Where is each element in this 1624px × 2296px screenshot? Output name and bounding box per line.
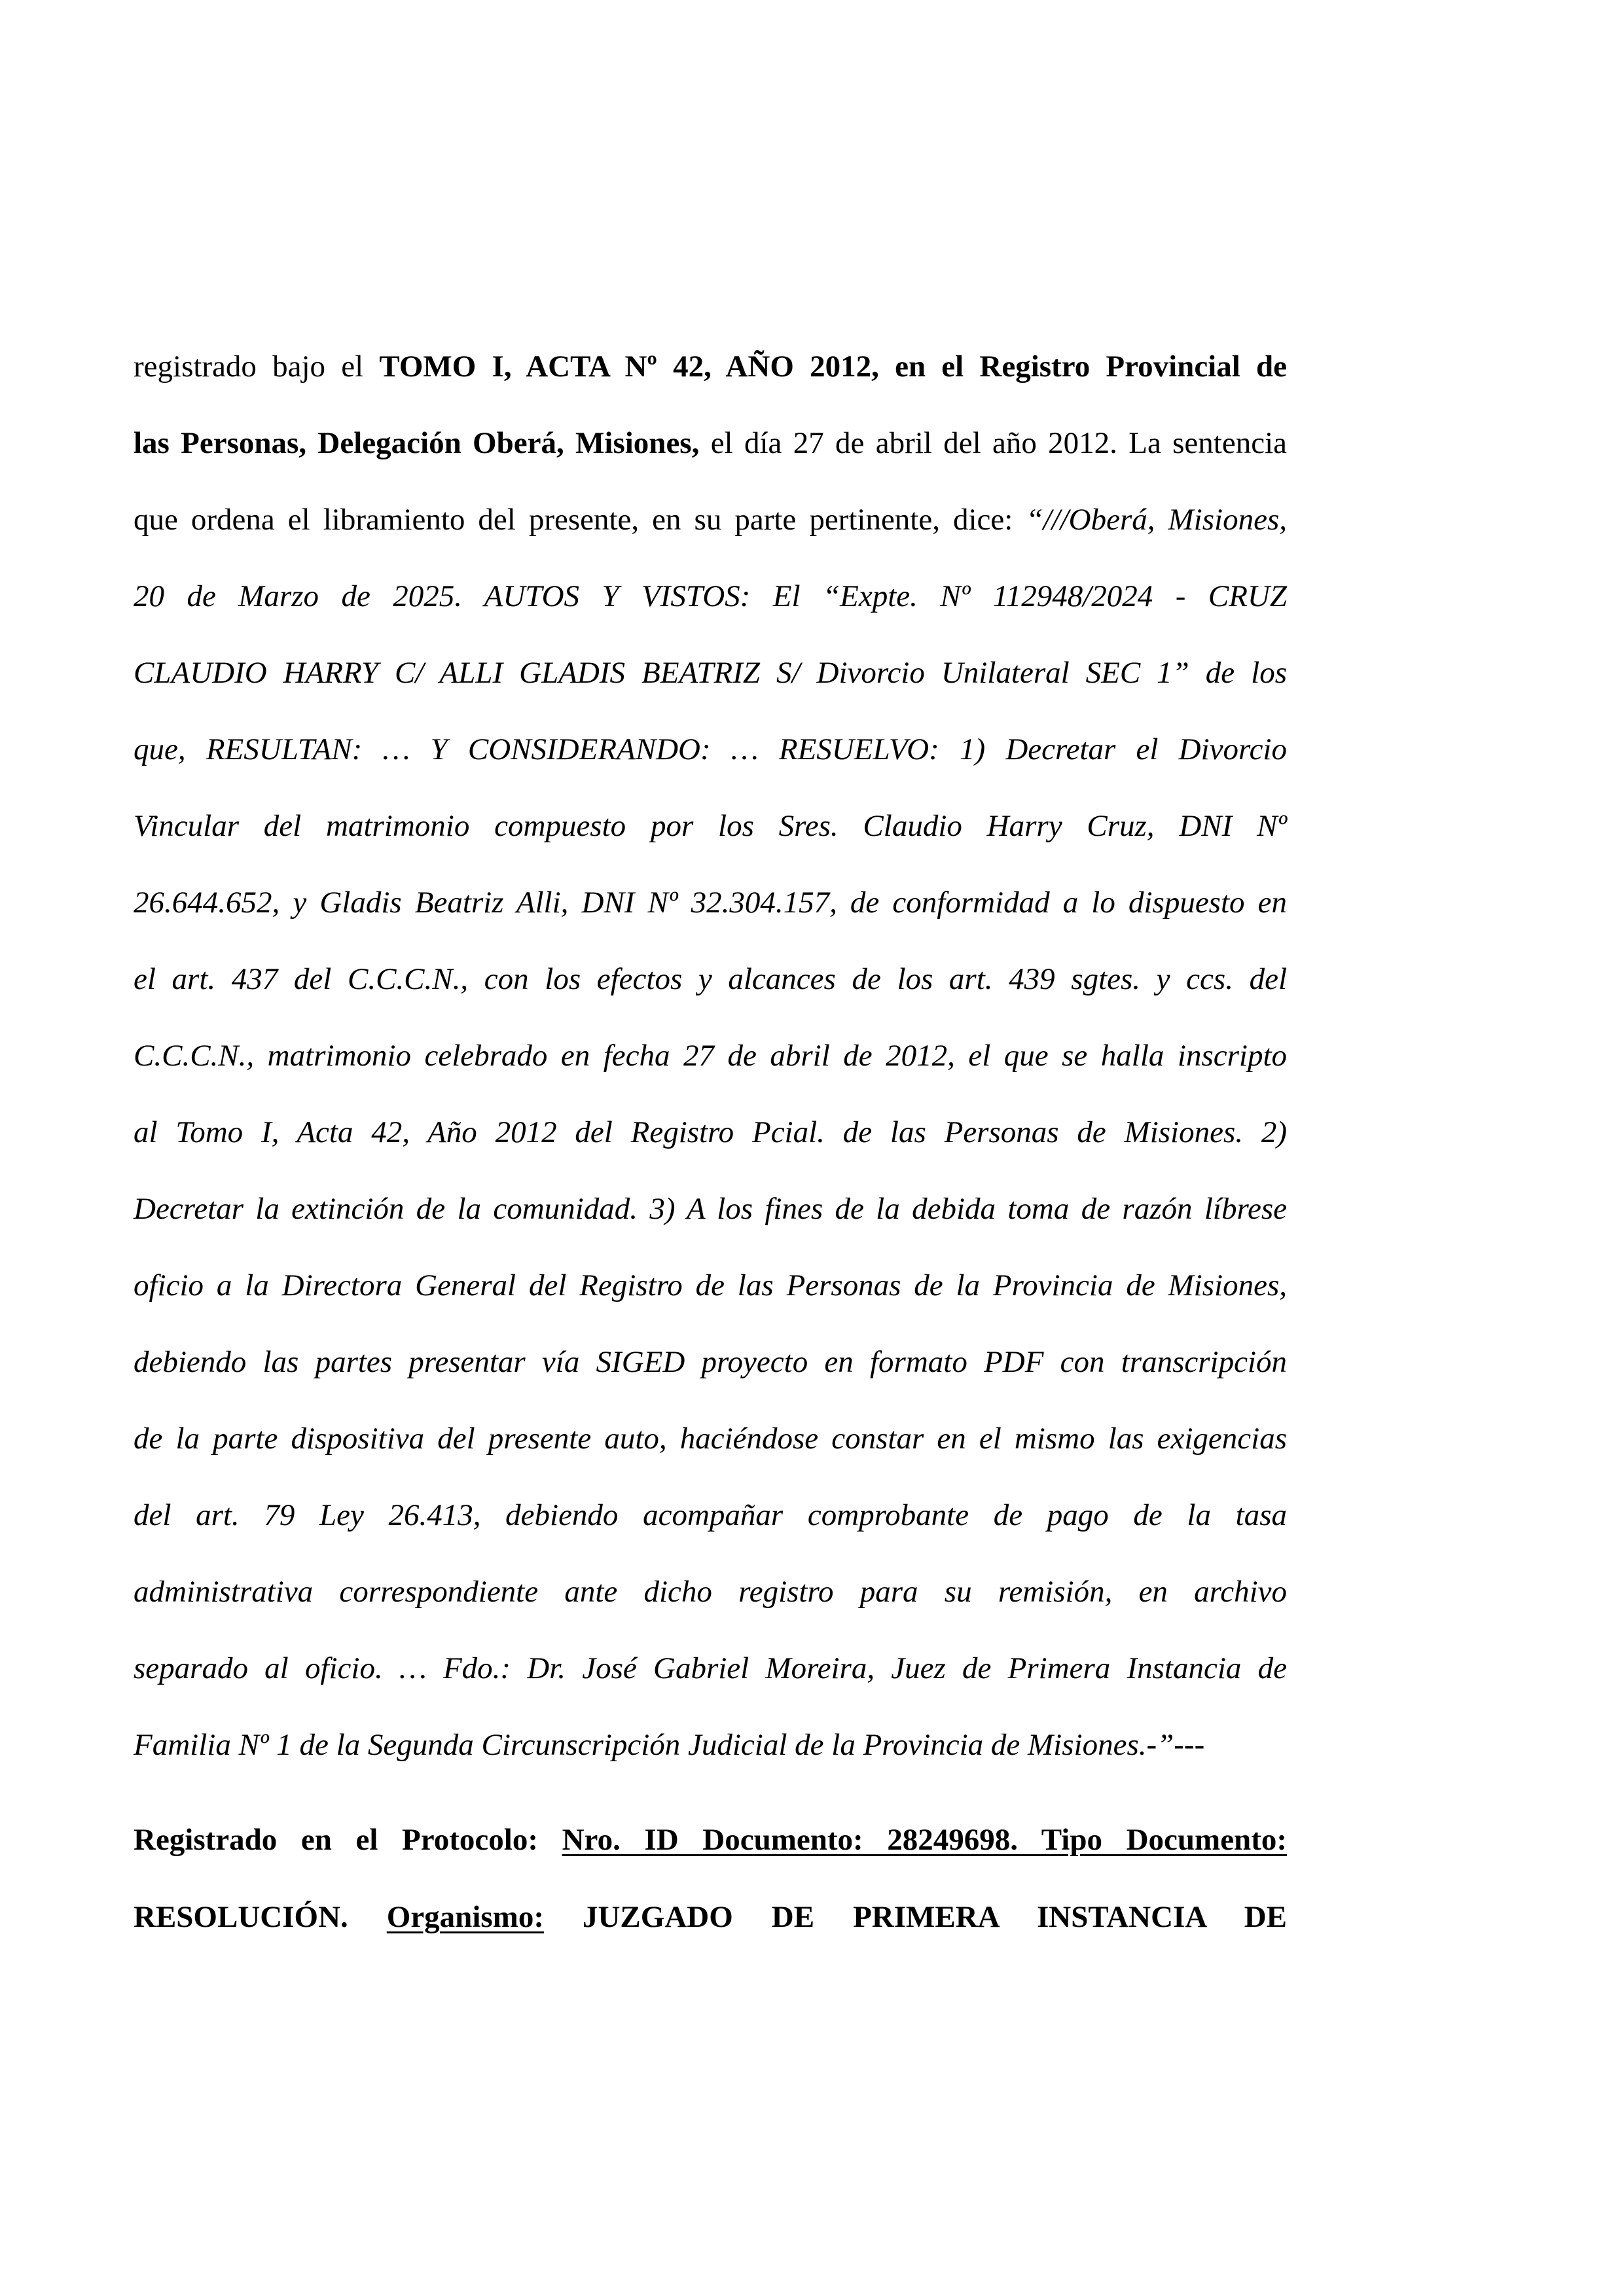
body-text: que ordena el libramiento del presente, en su parte pertinente, dice: bbox=[134, 503, 1026, 537]
quote-line: debiendo las partes presentar vía SIGED proyecto en formato PDF con transcripción bbox=[134, 1345, 1287, 1379]
body-bold-text: TOMO I, ACTA Nº 42, AÑO 2012, en el Registro Provincial de bbox=[379, 350, 1287, 384]
quote-line: oficio a la Directora General del Registro de las Personas de la Provincia de Misiones, bbox=[134, 1268, 1287, 1302]
document-body bbox=[134, 329, 1287, 1784]
quote-line: 26.644.652, y Gladis Beatriz Alli, DNI Nº 32.304.157, de conformidad a lo dispuesto en bbox=[134, 886, 1287, 920]
body-line bbox=[134, 405, 1287, 482]
quote-line: Decretar la extinción de la comunidad. 3) A los fines de la debida toma de razón líbrese bbox=[134, 1192, 1287, 1226]
quote-line: de la parte dispositiva del presente auto, haciéndose constar en el mismo las exigencias bbox=[134, 1422, 1287, 1456]
quote-line: administrativa correspondiente ante dicho registro para su remisión, en archivo bbox=[134, 1575, 1287, 1609]
registro-line bbox=[134, 1801, 1287, 1878]
quote-line: al Tomo I, Acta 42, Año 2012 del Registro Pcial. de las Personas de Misiones. 2) bbox=[134, 1115, 1287, 1149]
body-text: registrado bajo el bbox=[134, 350, 380, 384]
body-text: el día 27 de abril del año 2012. La sentencia bbox=[699, 426, 1287, 460]
quote-line: C.C.C.N., matrimonio celebrado en fecha 27 de abril de 2012, el que se halla inscripto bbox=[134, 1039, 1287, 1073]
registro-tipo: RESOLUCIÓN. bbox=[134, 1900, 387, 1934]
quote-line: Vincular del matrimonio compuesto por los Sres. Claudio Harry Cruz, DNI Nº bbox=[134, 809, 1287, 843]
quote-line: el art. 437 del C.C.C.N., con los efectos y alcances de los art. 439 sgtes. y ccs. del bbox=[134, 962, 1287, 996]
quote-line-last: Familia Nº 1 de la Segunda Circunscripción Judicial de la Provincia de Misiones.-”--- bbox=[134, 1728, 1205, 1762]
registro-organismo: JUZGADO DE PRIMERA INSTANCIA DE bbox=[543, 1900, 1287, 1934]
registro-line bbox=[134, 1878, 1287, 1956]
body-bold-text: las Personas, Delegación Oberá, Misiones, bbox=[134, 426, 700, 460]
body-line bbox=[134, 329, 1287, 405]
registro-organismo-label: Organismo: bbox=[386, 1900, 544, 1934]
quote-line: separado al oficio. … Fdo.: Dr. José Gabriel Moreira, Juez de Primera Instancia de bbox=[134, 1651, 1287, 1685]
registro-block bbox=[134, 1801, 1287, 1956]
registro-label: Registrado en el Protocolo: bbox=[134, 1823, 562, 1857]
body-line bbox=[134, 482, 1287, 558]
quote-line: que, RESULTAN: … Y CONSIDERANDO: … RESUELVO: 1) Decretar el Divorcio bbox=[134, 732, 1287, 766]
quote-line: del art. 79 Ley 26.413, debiendo acompañar comprobante de pago de la tasa bbox=[134, 1498, 1287, 1532]
registro-id-documento: Nro. ID Documento: 28249698. Tipo Documento: bbox=[562, 1823, 1287, 1857]
quote-line: 20 de Marzo de 2025. AUTOS Y VISTOS: El “Expte. Nº 112948/2024 - CRUZ bbox=[134, 579, 1287, 613]
quote-line: CLAUDIO HARRY C/ ALLI GLADIS BEATRIZ S/ Divorcio Unilateral SEC 1” de los bbox=[134, 656, 1287, 690]
quote-start: “///Oberá, Misiones, bbox=[1026, 503, 1287, 537]
